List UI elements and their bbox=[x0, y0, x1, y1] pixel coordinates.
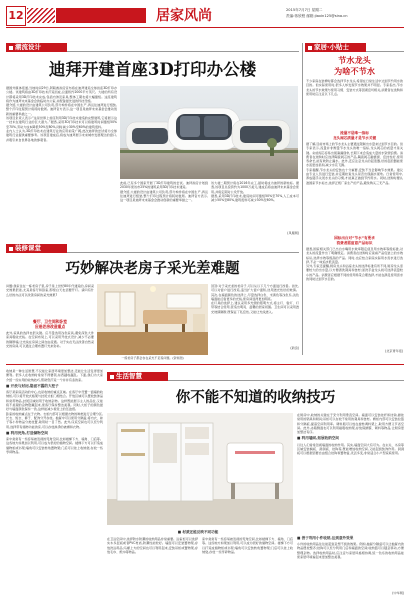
date-line: 2015年7月7日 星期二 bbox=[286, 8, 323, 12]
section-label-life: 生活智慧 bbox=[107, 372, 168, 381]
page-number: 12 bbox=[6, 6, 26, 26]
section-title: 居家风尚 bbox=[156, 8, 212, 24]
section-rule bbox=[168, 380, 404, 381]
sidebar-source: (北京青年报) bbox=[385, 349, 403, 353]
editor-line: 责编:蒋欣程 邮箱:jiaxin125@sina.cn bbox=[286, 14, 348, 18]
top-article-source: (凤凰网) bbox=[287, 231, 299, 235]
building-photo bbox=[120, 86, 298, 179]
paragraph: 据介绍,大楼的设计由建筑公司负责,部分构件将在中国生产,再运往迪拜进行组装,整个打印过程预计将耗时数周。迪拜官方表示,这一项目是迪拜未来基金会推动创新的重要举措之一。 bbox=[6, 103, 117, 116]
paragraph: 家中常常有一些容易被忽视的死角空间,比如楼梯下方、墙角、门后等。这些地方如果加以利用,可以成为很好的储物空间。楼梯下方可以打造成储物柜或书架;墙角可以安装转角置物架;门后可以挂上收纳袋,存放一些零碎物品。 bbox=[202, 537, 293, 554]
sidebar-box-title: 流量不是唯一指标 龙头阀芯质量才是节水关键 bbox=[332, 131, 377, 140]
bottom-col4b bbox=[297, 542, 404, 590]
bottom-col1 bbox=[6, 369, 103, 594]
paragraph: 据悉,采用3D打印技术,建造时间可缩短50%至70%,人工成本可减少50%至80%,建筑废料可减少30%至60%。 bbox=[211, 193, 299, 203]
paragraph: 业内人士认为,3D打印技术在建筑行业的应用前景广阔,此次迪拜的尝试将为全球建筑行业提供重要参考。该项目建成后,将成为迪拜展示未来城市发展理念的窗口,并吸引来自世界各地的参观者。 bbox=[6, 128, 117, 142]
section-rule bbox=[366, 51, 404, 52]
paragraph: 该大楼二期预计将在2016年完工,届时将成为迪拜的新地标。据悉,该项目总投资约为1000万美元,建成后将由迪拜未来基金会使用,并将定期对公众开放。 bbox=[211, 181, 299, 194]
paragraph: 该项目负责人表示:“这是世界上首座利用3D打印技术建造的完整建筑,它将展示这一技术在建筑行业的巨大潜力。”据悉,采用3D打印技术可以将建筑时间缩短50%至70%,劳动力成本降低50%至80%,同时减少30%至60%的建筑废料。 bbox=[6, 116, 117, 129]
subheading: ■ 利用墙面,拓展收纳空间 bbox=[297, 436, 339, 441]
section-label-design: 潮流设计 bbox=[6, 43, 67, 52]
paragraph: 专家提醒,节水龙头的安装也十分重要,安装不当会影响节水效果。建议由专业人员进行安装,并定期检查龙头是否出现漏水现象。日常使用中,养成随手关闭水龙头的习惯,才能真正做到节约用水。同时,选购时要认准国家节水标志,选择正规厂家生产的产品,避免购买三无产品。 bbox=[306, 167, 403, 185]
page-number-stripes bbox=[27, 8, 55, 23]
masthead-rule bbox=[6, 27, 404, 28]
middle-subhead: 餐厅、卫生间和卧室 应是老房改造重点 bbox=[32, 319, 68, 329]
room-photo-caption: 一般老房子都会存在采光不足等问题。(资料图) bbox=[121, 356, 184, 360]
bottom-article-source: (中华网) bbox=[392, 591, 404, 595]
section-label-tips: 家居·小贴士 bbox=[305, 43, 366, 52]
top-article-col2 bbox=[120, 181, 208, 241]
bottom-headline: 你不能不知道的收纳技巧 bbox=[175, 389, 336, 406]
top-article-col3 bbox=[211, 181, 299, 231]
paragraph: 此外,家具的选择也很关键。应尽量选用浅色家具,避免深色大件家具吸收光线。在空间布局上,可以采用开放式设计,减少不必要的隔断墙,让光线在房间之间自由流通。对于实在无法改善自然采光的房间,可以通过合理布置灯光来弥补。 bbox=[6, 331, 94, 348]
paragraph: 客厅是家庭活动的中心,也是收纳的重点区域。在客厅中设置一面墙的收纳柜,可以将开放式格架与封闭式柜门相结合。开放区域可以摆放装饰品和常用物品,封闭区域则用于收纳杂物。这样既能展示主人的品位,又能将不美观的杂物隐藏起来,使客厅保持整洁美观。同时,大柜子的颜色最好与墙面颜色保持一致,这样能减少视觉上的压迫感。 bbox=[6, 390, 103, 412]
middle-article-col1b bbox=[6, 331, 94, 355]
subheading-small-items: ■ 善于利用小件收纳,达到意外效果 bbox=[297, 536, 354, 540]
paragraph: 收纳是一种生活智慧,不仅能让家居环境更加整洁,还能让生活变得更加便利。很多人在收纳时常常不得要领,东西越收越乱。下面,我们为大家介绍一些实用的收纳技巧,帮助您打造一个井井有条的家。 bbox=[6, 369, 103, 382]
room-illustration bbox=[97, 284, 208, 355]
building-illustration bbox=[120, 86, 298, 179]
section-rule bbox=[67, 252, 299, 253]
subheading: ■ 开放与封闭,隐而不露的大柜子 bbox=[6, 383, 59, 388]
paragraph: 家中常常有一些容易被忽视的死角空间,比如楼梯下方、墙角、门后等。这些地方如果加以利用,可以成为很好的储物空间。楼梯下方可以打造成储物柜或书架;墙角可以安装转角置物架;门后可以挂上收纳袋,存放一些零碎物品。 bbox=[6, 437, 103, 455]
middle-article-col3 bbox=[211, 284, 299, 344]
paragraph: 另外,专家还提醒,厨房龙头和浴室龙头的选择标准有所不同,厨房龙头需要较大的出水量,以方便清洗餐具和食材;而洗手盆龙头则可选择流量较小的产品。消费者应根据不同的使用场景合理选择,才能在满足使用需求的同时达到节水目的。 bbox=[306, 264, 403, 282]
paragraph: 问题:我家住在一栋老房子里,房子是上世纪80年代建造的,房间采光效果很差,尤其是客厅和卧室,即使白天也需要开灯。请问有什么好的办法可以改善房间的采光效果? bbox=[6, 284, 94, 297]
subheading: ■ 利用死角,打造储物空间 bbox=[6, 430, 48, 435]
masthead-bar bbox=[56, 8, 146, 23]
paragraph: 据介绍,大楼的设计由建筑公司负责,部分构件将在中国生产,再运往迪拜进行组装,整个打印过程预计将耗时数周。迪拜官方表示,这一项目是迪拜未来基金会推动创新的重要举措之一。 bbox=[120, 189, 208, 203]
paragraph: 小件的收纳用品往往能起到意想不到的效果。例如,抽屉分隔盒可以让抽屉内的物品摆放整齐;挂钩可以充分利用门后和墙面的空间;收纳篮可以随意移动,方便整理杂物。选择收纳用品时,应注意与家居风格相协调,统一色系的收纳用品能使家居环境看起来更加整洁美观。 bbox=[297, 542, 404, 559]
sidebar-box2-title: 国标出台对“节水”有要求 消费者需留意产品标识 bbox=[334, 236, 375, 245]
paragraph: 以往人们常常忽视墙面的收纳作用。其实,墙面空间大有可为。在玄关、书房等区域安装搁板、洞洞板、挂钩等,既能增加收纳空间,又能起到装饰作用。洞洞板可以根据需要自由组合挂钩和置物盒,灵活多变,非常适合小户型家庭使用。 bbox=[297, 442, 404, 456]
top-headline: 迪拜开建首座3D打印办公楼 bbox=[48, 60, 257, 79]
room-photo bbox=[97, 284, 208, 355]
top-article-col1 bbox=[6, 86, 117, 236]
middle-article-source: (新浪) bbox=[290, 346, 299, 350]
section-rule bbox=[67, 51, 299, 52]
section-label-decor: 装修课堂 bbox=[6, 244, 67, 253]
middle-headline: 巧妙解决老房子采光差难题 bbox=[65, 260, 240, 277]
bottom-col3 bbox=[202, 537, 293, 595]
column-divider bbox=[302, 43, 303, 355]
bottom-col2 bbox=[107, 537, 198, 595]
paragraph: 据了解,目前市场上的节水龙头主要通过限制出水量来达到节水目的。但专家表示,流量并非衡量节水龙头的唯一指标,龙头阀芯的质量才是关键。劣质阀芯容易出现滴漏现象,长期下来会造成大量的水资源浪费。消费者在选购时应选择陶瓷阀芯的产品,陶瓷阀芯耐磨损、密封性好,使用寿命长,能有效防止漏水。此外,还应注意龙头的起泡器,好的起泡器能使水流更加柔和,减少水花飞溅。 bbox=[306, 142, 403, 168]
sidebar-box-body bbox=[306, 142, 403, 234]
paragraph: 回答:对于采光差的老房子,可以从以下几个方面进行改善。首先,可以对窗户进行改造,适当扩大窗户面积,选用透光性好的玻璃。其次,在墙面颜色的选择上,尽量选择白色、米黄色等浅色系,浅色墙面能反射更多的光线,使房间显得更加明亮。 bbox=[211, 284, 299, 301]
bottom-divider bbox=[6, 364, 404, 365]
paragraph: 此前,已有多个国家开展了3D打印建筑的尝试。迪拜政府计划到2030年使该市25%的建筑采用3D打印技术建造。 bbox=[120, 181, 208, 190]
storage-photo-caption: ■ 材质还能反映不同功能 bbox=[177, 530, 219, 534]
masthead bbox=[6, 6, 404, 28]
storage-illustration bbox=[107, 413, 293, 525]
middle-article-col1 bbox=[6, 284, 94, 318]
bottom-col4 bbox=[297, 413, 404, 533]
paragraph: 据国外媒体报道,当地时间29日,阿联酋政府宣布将在迪拜建造全球首座3D打印办公楼。该建筑将由3D打印技术打造而成,总面积约2000平方英尺。大楼的所有设计都将采用3D打印技术完成,包括内饰及家具,整体工期也将大幅缩短。这座建筑将作为迪拜未来基金会的临时办公室,并配备最先进的科技设施。 bbox=[6, 86, 117, 103]
sidebar-box2-body bbox=[306, 247, 403, 348]
storage-photo bbox=[107, 413, 293, 525]
paragraph: 据悉,国家相关部门已出台水嘴用水效率限定值及用水效率等级标准,对龙头的流量作出了明确规定。消费者在选购时应查看产品包装上的水效标识,选择水效等级高的产品。同时,也应结合家庭实际用水需求进行选择,不必一味追求低流量。 bbox=[306, 247, 403, 264]
paragraph: 在卫浴空间中,选择防水防潮的收纳用品非常重要。浴室柜可以选择实木多层板或者PVC材质,防潮性能较好。墙面可以安装置物架,存放洗浴用品;马桶上方的空间也可以利用起来,安装吊柜或置物架,存放毛巾、纸巾等物品。 bbox=[107, 537, 198, 554]
paragraph: 在厨房中,收纳的关键在于充分利用垂直空间。墙面可以安装挂杆和挂钩,悬挂常用的锅具和厨具;吊柜可以存放不常用的餐具和食材。橱柜内部可以安装拉篮和分隔板,提高空间利用率。调料瓶可以放在旋转调料架上,取用方便又节省空间。此外,冰箱侧面也可以利用磁吸收纳架,存放保鲜膜、调料等物品,让厨房更加整洁有序。 bbox=[297, 413, 404, 435]
sidebar-title: 节水龙头 为啥不节水 bbox=[334, 55, 375, 76]
paragraph: 在灯具的选择上,建议采用多光源的照明方式,将主灯、射灯、灯带等结合使用,营造出明亮、温馨的居家氛围。卫生间可以采用透光玻璃隔断,既保证了私密性,又能让光线透入。 bbox=[211, 301, 299, 314]
sidebar-intro: 不少家庭在装修时都会选择节水龙头,希望在日常生活中达到节约用水的目的。但实际使用时,很多人却发现节水效果并不明显。专家指出,节水龙头的节水效果与使用习惯、安装方式等因素密切相关,消费者在选购和使用时应注意以下几点。 bbox=[306, 79, 403, 96]
paragraph: 卧室的收纳重点在于衣物。衣柜内部可以根据衣物的种类进行合理分区,长衣、短衣、裤子、配饰分开存放。抽屉中可以使用分隔盒,将内衣、袜子等小件物品分类放置,取用时一目了然。此外,床底空间也可以充分利用,选择带有储物功能的床,可以存放换季的被褥和衣物。 bbox=[6, 411, 103, 429]
